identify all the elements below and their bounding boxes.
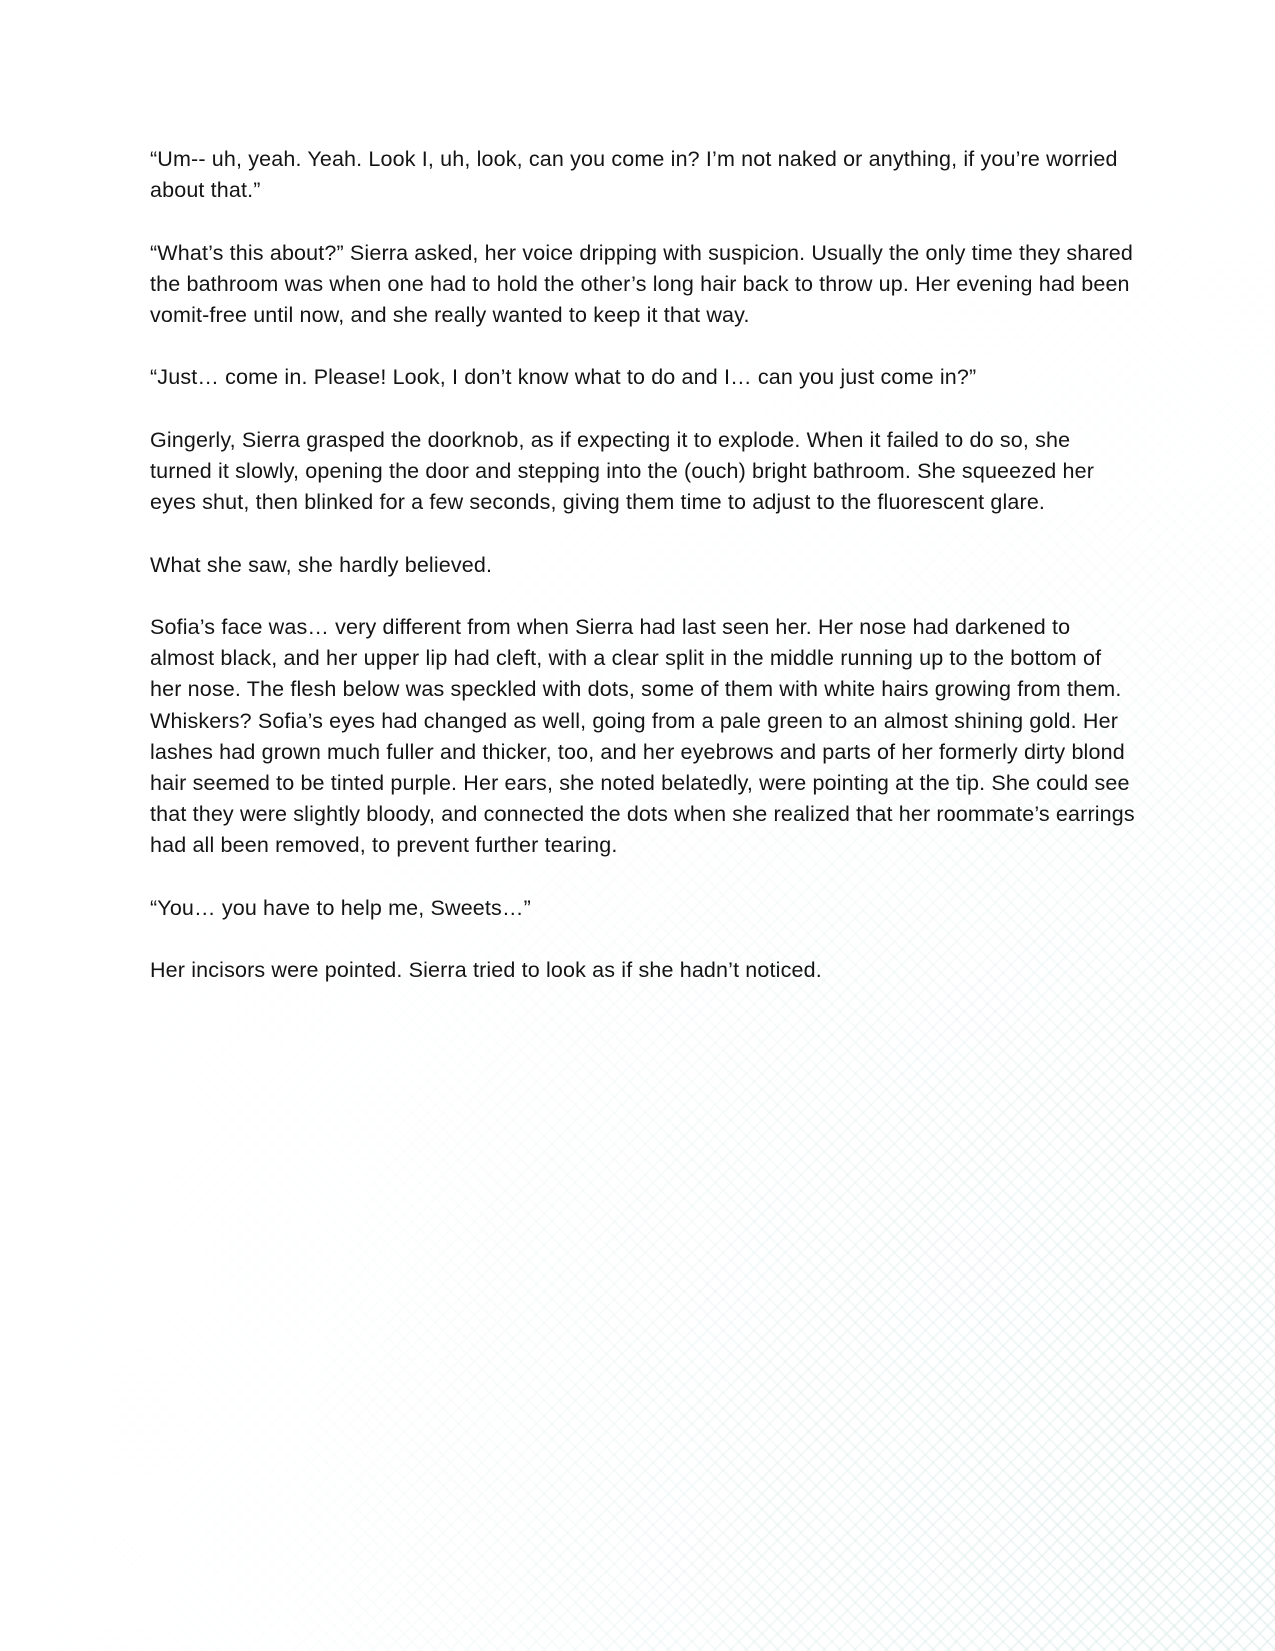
- paragraph: Her incisors were pointed. Sierra tried to look as if she hadn’t noticed.: [150, 958, 822, 983]
- paragraph: Sofia’s face was… very different from when Sierra had last seen her. Her nose had darkened to almost black, and her upper lip had cleft, with a clear split in the middle running up to the bottom of her nose. The flesh below was speckled with dots, some of them with white hairs growing from them. Whiskers? Sofia’s eyes had changed as well, going from a pale green to an almost shining gold. Her lashes had grown much fuller and thicker, too, and her eyebrows and parts of her formerly dirty blond hair seemed to be tinted purple. Her ears, she noted belatedly, were pointing at the tip. She could see that they were slightly bloody, and connected the dots when she realized that her roommate’s earrings had all been removed, to prevent further tearing.: [150, 614, 1135, 858]
- paragraph: Gingerly, Sierra grasped the doorknob, as if expecting it to explode. When it failed to do so, she turned it slowly, opening the door and stepping into the (ouch) bright bathroom. She squeezed her eyes shut, then blinked for a few seconds, giving them time to adjust to the fluorescent glare.: [150, 427, 1095, 515]
- paragraph: “Just… come in. Please! Look, I don’t know what to do and I… can you just come in?”: [150, 365, 977, 390]
- paragraph: “Um-- uh, yeah. Yeah. Look I, uh, look, can you come in? I’m not naked or anything, if you’re worried about that.”: [150, 147, 1118, 203]
- paragraph: “What’s this about?” Sierra asked, her voice dripping with suspicion. Usually the only time they shared the bathroom was when one had to hold the other’s long hair back to throw up. Her evening had been vomit-free until now, and she really wanted to keep it that way.: [150, 240, 1134, 327]
- document-body: [150, 144, 1135, 1018]
- paragraph: “You… you have to help me, Sweets…”: [150, 895, 531, 920]
- paragraph: What she saw, she hardly believed.: [150, 552, 493, 577]
